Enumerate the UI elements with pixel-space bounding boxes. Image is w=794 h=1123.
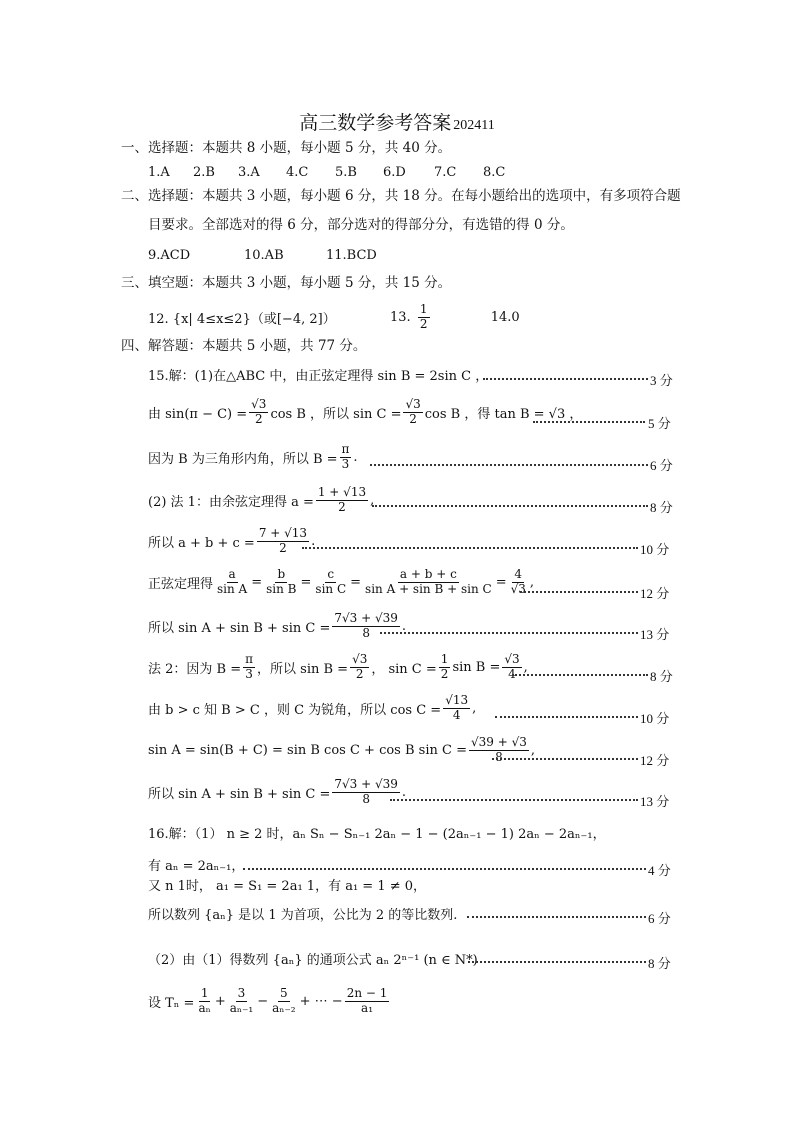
score-15g: 13 分 [640,627,670,642]
score-15k: 13 分 [640,794,670,809]
answer-14: 14.0 [490,309,520,325]
section-2-heading-2: 目要求。全部选对的得 6 分，部分选对的得部分分，有选错的得 0 分。 [148,217,574,233]
fraction: $\frac{√39 + √3}{8}$ [470,735,527,764]
q15-line-8: 法 2：因为 B = $\frac{\pi}{3}$ ，所以 sin B = $\frac{√3}{2}$ ， sin C = $\frac{1}{2}$ sin B = $\frac{√3}{4}$ , [148,652,528,681]
score-15e: 10 分 [640,542,670,557]
answer-2: 2.B [193,165,215,180]
leader-dots [372,503,648,507]
leader-dots [468,959,646,963]
score-16b: 4 分 [648,863,671,878]
leader-dots [520,589,638,593]
leader-dots [467,914,646,918]
leader-dots [492,756,638,760]
fraction: $\frac{3}{\text{aₙ₋₁}}$ [229,986,254,1015]
fraction: $\frac{2n - 1}{\text{a₁}}$ [346,986,388,1015]
fraction: $\frac{a}{\text{sin A}}$ [217,567,248,596]
section-2-heading-1: 二、选择题：本题共 3 小题，每小题 6 分，共 18 分。在每小题给出的选项中，有多项符合题 [121,188,681,204]
section-1-heading: 一、选择题：本题共 8 小题，每小题 5 分，共 40 分。 [121,140,452,156]
q16-line-1: 16.解：（1） n ≥ 2 时，aₙ Sₙ − Sₙ₋₁ 2aₙ − 1 − (2aₙ₋₁ − 1) 2aₙ − 2aₙ₋₁， [148,827,606,842]
q15-line-2: 由 sin(π − C) = $\frac{√3}{2}$ cos B ，所以 sin C = $\frac{√3}{2}$ cos B ，得 tan B = √3 ， [148,397,583,426]
section-3-answers [148,303,520,332]
fraction: $\frac{7 + √13}{2}$ [258,526,308,555]
score-15j: 12 分 [640,753,670,768]
section-3-heading: 三、填空题：本题共 3 小题，每小题 5 分，共 15 分。 [121,275,452,291]
leader-dots [380,630,638,634]
q15-line-11: 所以 sin A + sin B + sin C = $\frac{7√3 + √39}{8}$ . [148,777,407,806]
q15-line-7: 所以 sin A + sin B + sin C = $\frac{7√3 + √39}{8}$ . [148,611,407,640]
leader-dots [495,714,638,718]
score-16e: 8 分 [648,956,671,971]
q16-line-3: 又 n 1时， a₁ = S₁ = 2a₁ 1，有 a₁ = 1 ≠ 0， [148,879,427,894]
answer-5: 5.B [335,165,357,180]
answer-11: 11.BCD [326,248,377,263]
score-15f: 12 分 [640,586,670,601]
fraction: $\frac{1}{\text{aₙ}}$ [198,986,211,1015]
leader-dots [483,376,648,380]
q15-line-1: 15.解：(1)在△ABC 中，由正弦定理得 sin B = 2sin C ， [148,369,489,384]
leader-dots [512,672,648,676]
score-15b: 5 分 [648,416,671,431]
answer-13-fraction: $\frac{1}{2}$ [419,302,428,331]
fraction: $\frac{√13}{4}$ [445,693,469,722]
leader-dots [370,462,648,466]
score-15a: 3 分 [650,373,673,388]
q15-line-3: 因为 B 为三角形内角，所以 B = $\frac{\pi}{3}$ . [148,442,358,471]
q15-line-10: sin A = sin(B + C) = sin B cos C + cos B sin C = $\frac{√39 + √3}{8}$ , [148,735,536,764]
q15-line-9: 由 b > c 知 B > C ，则 C 为锐角，所以 cos C = $\frac{√13}{4}$ , [148,693,477,722]
leader-dots [302,545,638,549]
fraction: $\frac{7√3 + √39}{8}$ [334,611,398,640]
section-1-answers [148,165,505,180]
section-4-heading: 四、解答题：本题共 5 小题，共 77 分。 [121,338,367,354]
section-2-answers [148,248,377,263]
q16-line-5: （2）由（1）得数列 {aₙ} 的通项公式 aₙ 2ⁿ⁻¹ (n ∈ N*) [148,953,478,968]
score-16d: 6 分 [648,911,671,926]
score-15h: 8 分 [650,669,673,684]
fraction: $\frac{c}{\text{sin C}}$ [315,567,347,596]
leader-dots [533,419,645,423]
answer-9: 9.ACD [148,248,191,263]
answer-4: 4.C [286,165,309,180]
q16-line-4: 所以数列 {aₙ} 是以 1 为首项，公比为 2 的等比数列. [148,908,458,923]
answer-12: 12. {x| 4≤x≤2}（或[−4, 2]） [148,311,336,327]
fraction: $\frac{4}{√3}$ [510,567,526,596]
q15-line-5: 所以 a + b + c = $\frac{7 + √13}{2}$ . [148,526,316,555]
q16-line-6: 设 Tₙ = $\frac{1}{\text{aₙ}}$ + $\frac{3}{\text{aₙ₋₁}}$ − $\frac{5}{\text{aₙ₋₂}}$ + ⋯ − $\frac{2n - 1}{\text{a₁}}$ [148,986,388,1015]
fraction: $\frac{1}{2}$ [440,652,449,681]
fraction: $\frac{7√3 + √39}{8}$ [334,777,398,806]
answer-7: 7.C [434,165,457,180]
q15-line-6: 正弦定理得 $\frac{a}{\text{sin A}}$ = $\frac{b}{\text{sin B}}$ = $\frac{c}{\text{sin C}}$ = $\frac{a + b + c}{\text{sin A + sin B + sin C}}$ = $\frac{4}{√3}$ , [148,567,535,596]
title-year: 202411 [453,118,495,133]
page-title [0,108,794,135]
fraction: $\frac{\pi}{3}$ [245,652,254,681]
q15-line-4: (2) 法 1：由余弦定理得 a = $\frac{1 + √13}{2}$ , [148,485,375,514]
q16-line-2: 有 aₙ = 2aₙ₋₁， [148,859,245,874]
fraction: $\frac{√3}{2}$ [251,397,267,426]
fraction: $\frac{b}{\text{sin B}}$ [266,567,297,596]
leader-dots [243,866,646,870]
score-15d: 8 分 [650,500,673,515]
title-main: 高三数学参考答案 [299,112,452,134]
answer-1: 1.A [148,165,170,180]
score-15c: 6 分 [650,458,673,473]
answer-13-label: 13. [390,309,411,325]
fraction: $\frac{√3}{2}$ [352,652,368,681]
answer-8: 8.C [483,165,506,180]
fraction: $\frac{\pi}{3}$ [341,442,350,471]
answer-10: 10.AB [244,248,284,263]
leader-dots [390,797,638,801]
fraction: $\frac{5}{\text{aₙ₋₂}}$ [272,986,296,1015]
fraction: $\frac{a + b + c}{\text{sin A + sin B + sin C}}$ [365,567,492,596]
fraction: $\frac{√3}{2}$ [405,397,421,426]
fraction: $\frac{√3}{4}$ [504,652,520,681]
answer-3: 3.A [238,165,260,180]
fraction: $\frac{1 + √13}{2}$ [317,485,367,514]
answer-6: 6.D [383,165,406,180]
score-15i: 10 分 [640,711,670,726]
